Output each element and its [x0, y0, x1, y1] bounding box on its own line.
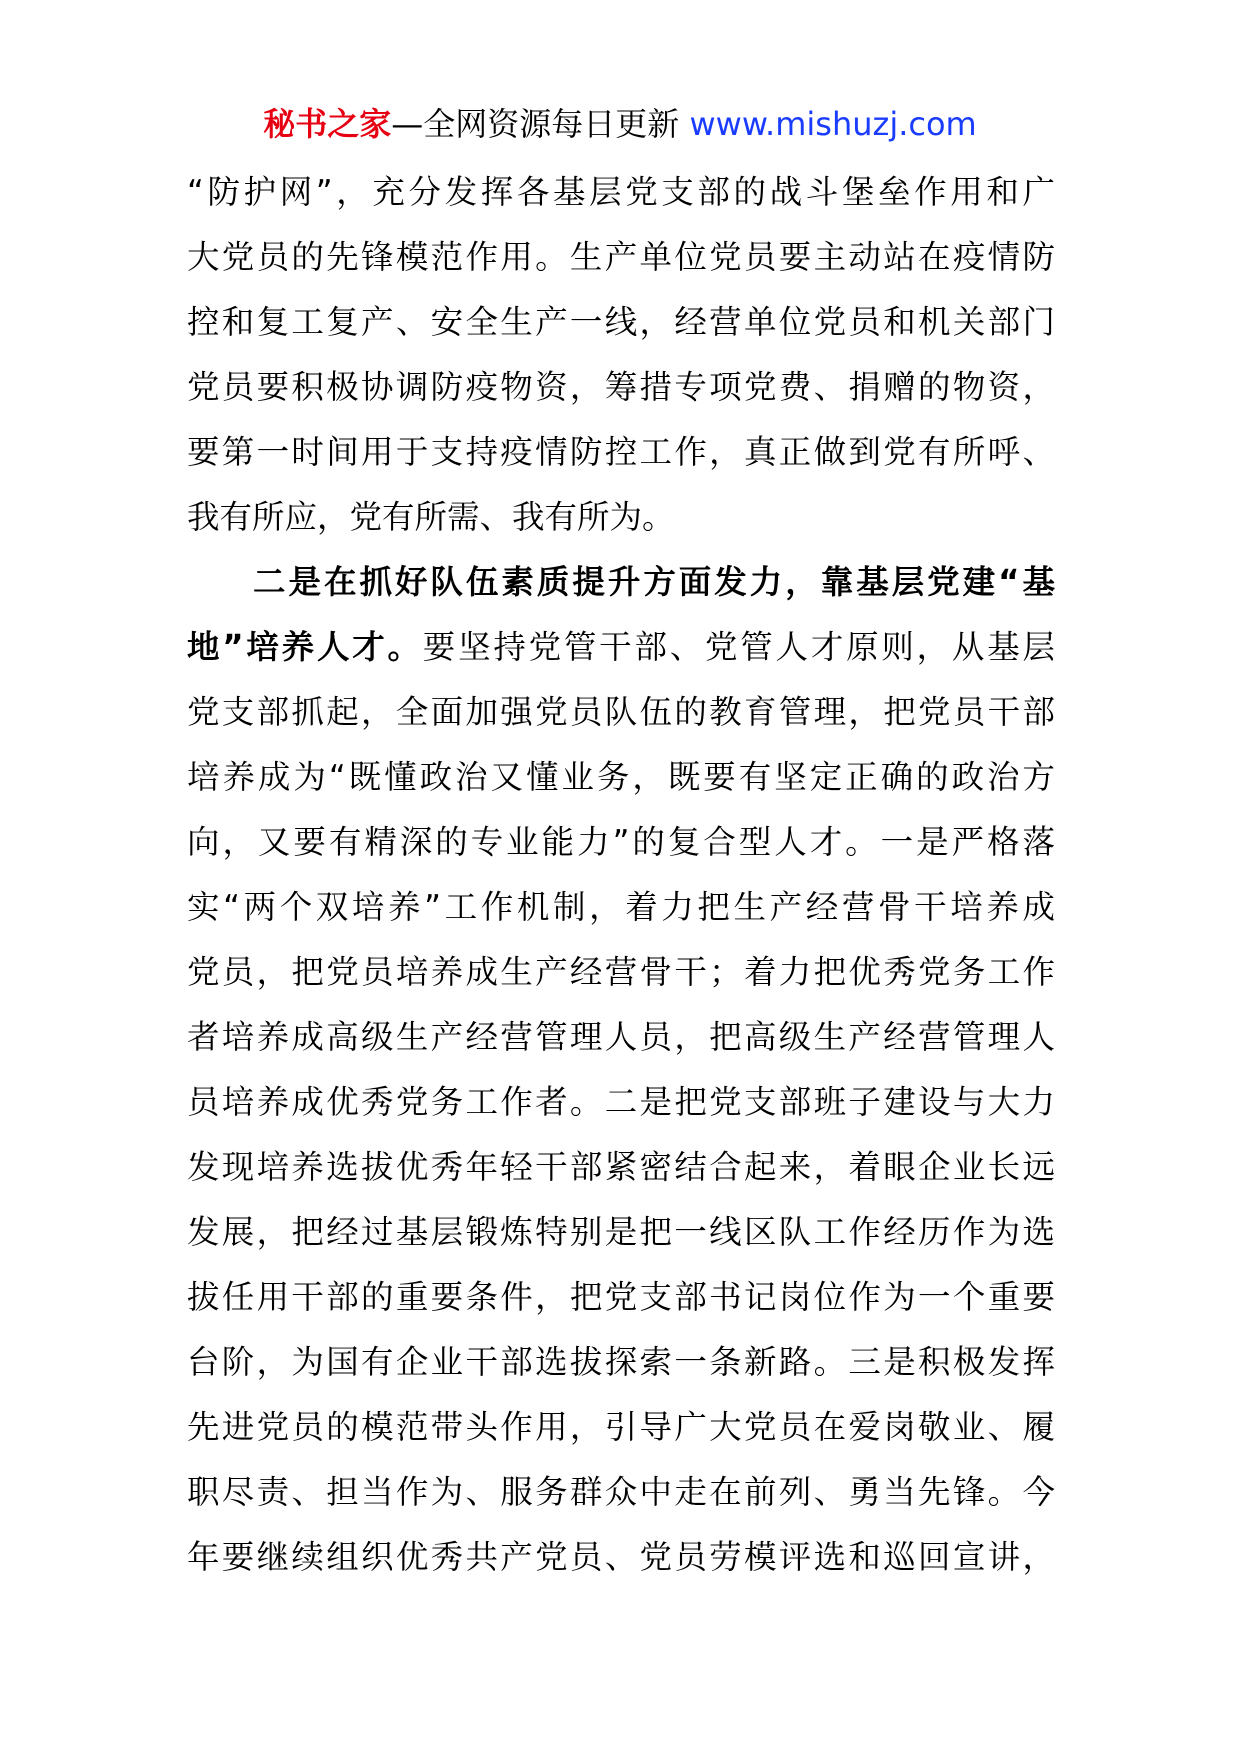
site-tagline: —全网资源每日更新 [391, 105, 680, 143]
text-line: 发现培养选拔优秀年轻干部紧密结合起来，着眼企业长远 [187, 1148, 1055, 1186]
text-line: 拔任用干部的重要条件，把党支部书记岗位作为一个重要 [187, 1278, 1055, 1316]
section-heading: 二是在抓好队伍素质提升方面发力，靠基层党建“基 [253, 563, 1055, 601]
text-line: 党员要积极协调防疫物资，筹措专项党费、捐赠的物资， [187, 368, 1055, 406]
text-line: 台阶，为国有企业干部选拔探索一条新路。三是积极发挥 [187, 1343, 1055, 1381]
text-line [187, 615, 1055, 680]
text-line: 实“两个双培养”工作机制，着力把生产经营骨干培养成 [187, 888, 1055, 926]
text-line: 培养成为“既懂政治又懂业务，既要有坚定正确的政治方 [187, 758, 1055, 796]
text-line: 要第一时间用于支持疫情防控工作，真正做到党有所呼、 [187, 433, 1055, 471]
text-line: “防护网”，充分发挥各基层党支部的战斗堡垒作用和广 [187, 173, 1055, 211]
section-heading-continued: 地”培养人才。 [187, 628, 423, 666]
text-line: 控和复工复产、安全生产一线，经营单位党员和机关部门 [187, 303, 1055, 341]
text-line: 员培养成优秀党务工作者。二是把党支部班子建设与大力 [187, 1083, 1055, 1121]
site-brand: 秘书之家 [263, 105, 392, 143]
document-body [187, 160, 1055, 1590]
text-line: 向，又要有精深的专业能力”的复合型人才。一是严格落 [187, 823, 1055, 861]
text-span: 要坚持党管干部、党管人才原则，从基层 [422, 628, 1055, 666]
page-header [0, 100, 1240, 148]
text-line: 我有所应，党有所需、我有所为。 [187, 498, 675, 536]
site-url[interactable]: www.mishuzj.com [689, 105, 977, 143]
text-line: 发展，把经过基层锻炼特别是把一线区队工作经历作为选 [187, 1213, 1055, 1251]
text-line: 者培养成高级生产经营管理人员，把高级生产经营管理人 [187, 1018, 1055, 1056]
text-line: 职尽责、担当作为、服务群众中走在前列、勇当先锋。今 [187, 1473, 1055, 1511]
text-line: 大党员的先锋模范作用。生产单位党员要主动站在疫情防 [187, 238, 1055, 276]
text-line: 先进党员的模范带头作用，引导广大党员在爱岗敬业、履 [187, 1408, 1055, 1446]
text-line: 党员，把党员培养成生产经营骨干；着力把优秀党务工作 [187, 953, 1055, 991]
text-line: 党支部抓起，全面加强党员队伍的教育管理，把党员干部 [187, 693, 1055, 731]
text-line: 年要继续组织优秀共产党员、党员劳模评选和巡回宣讲， [187, 1538, 1055, 1576]
